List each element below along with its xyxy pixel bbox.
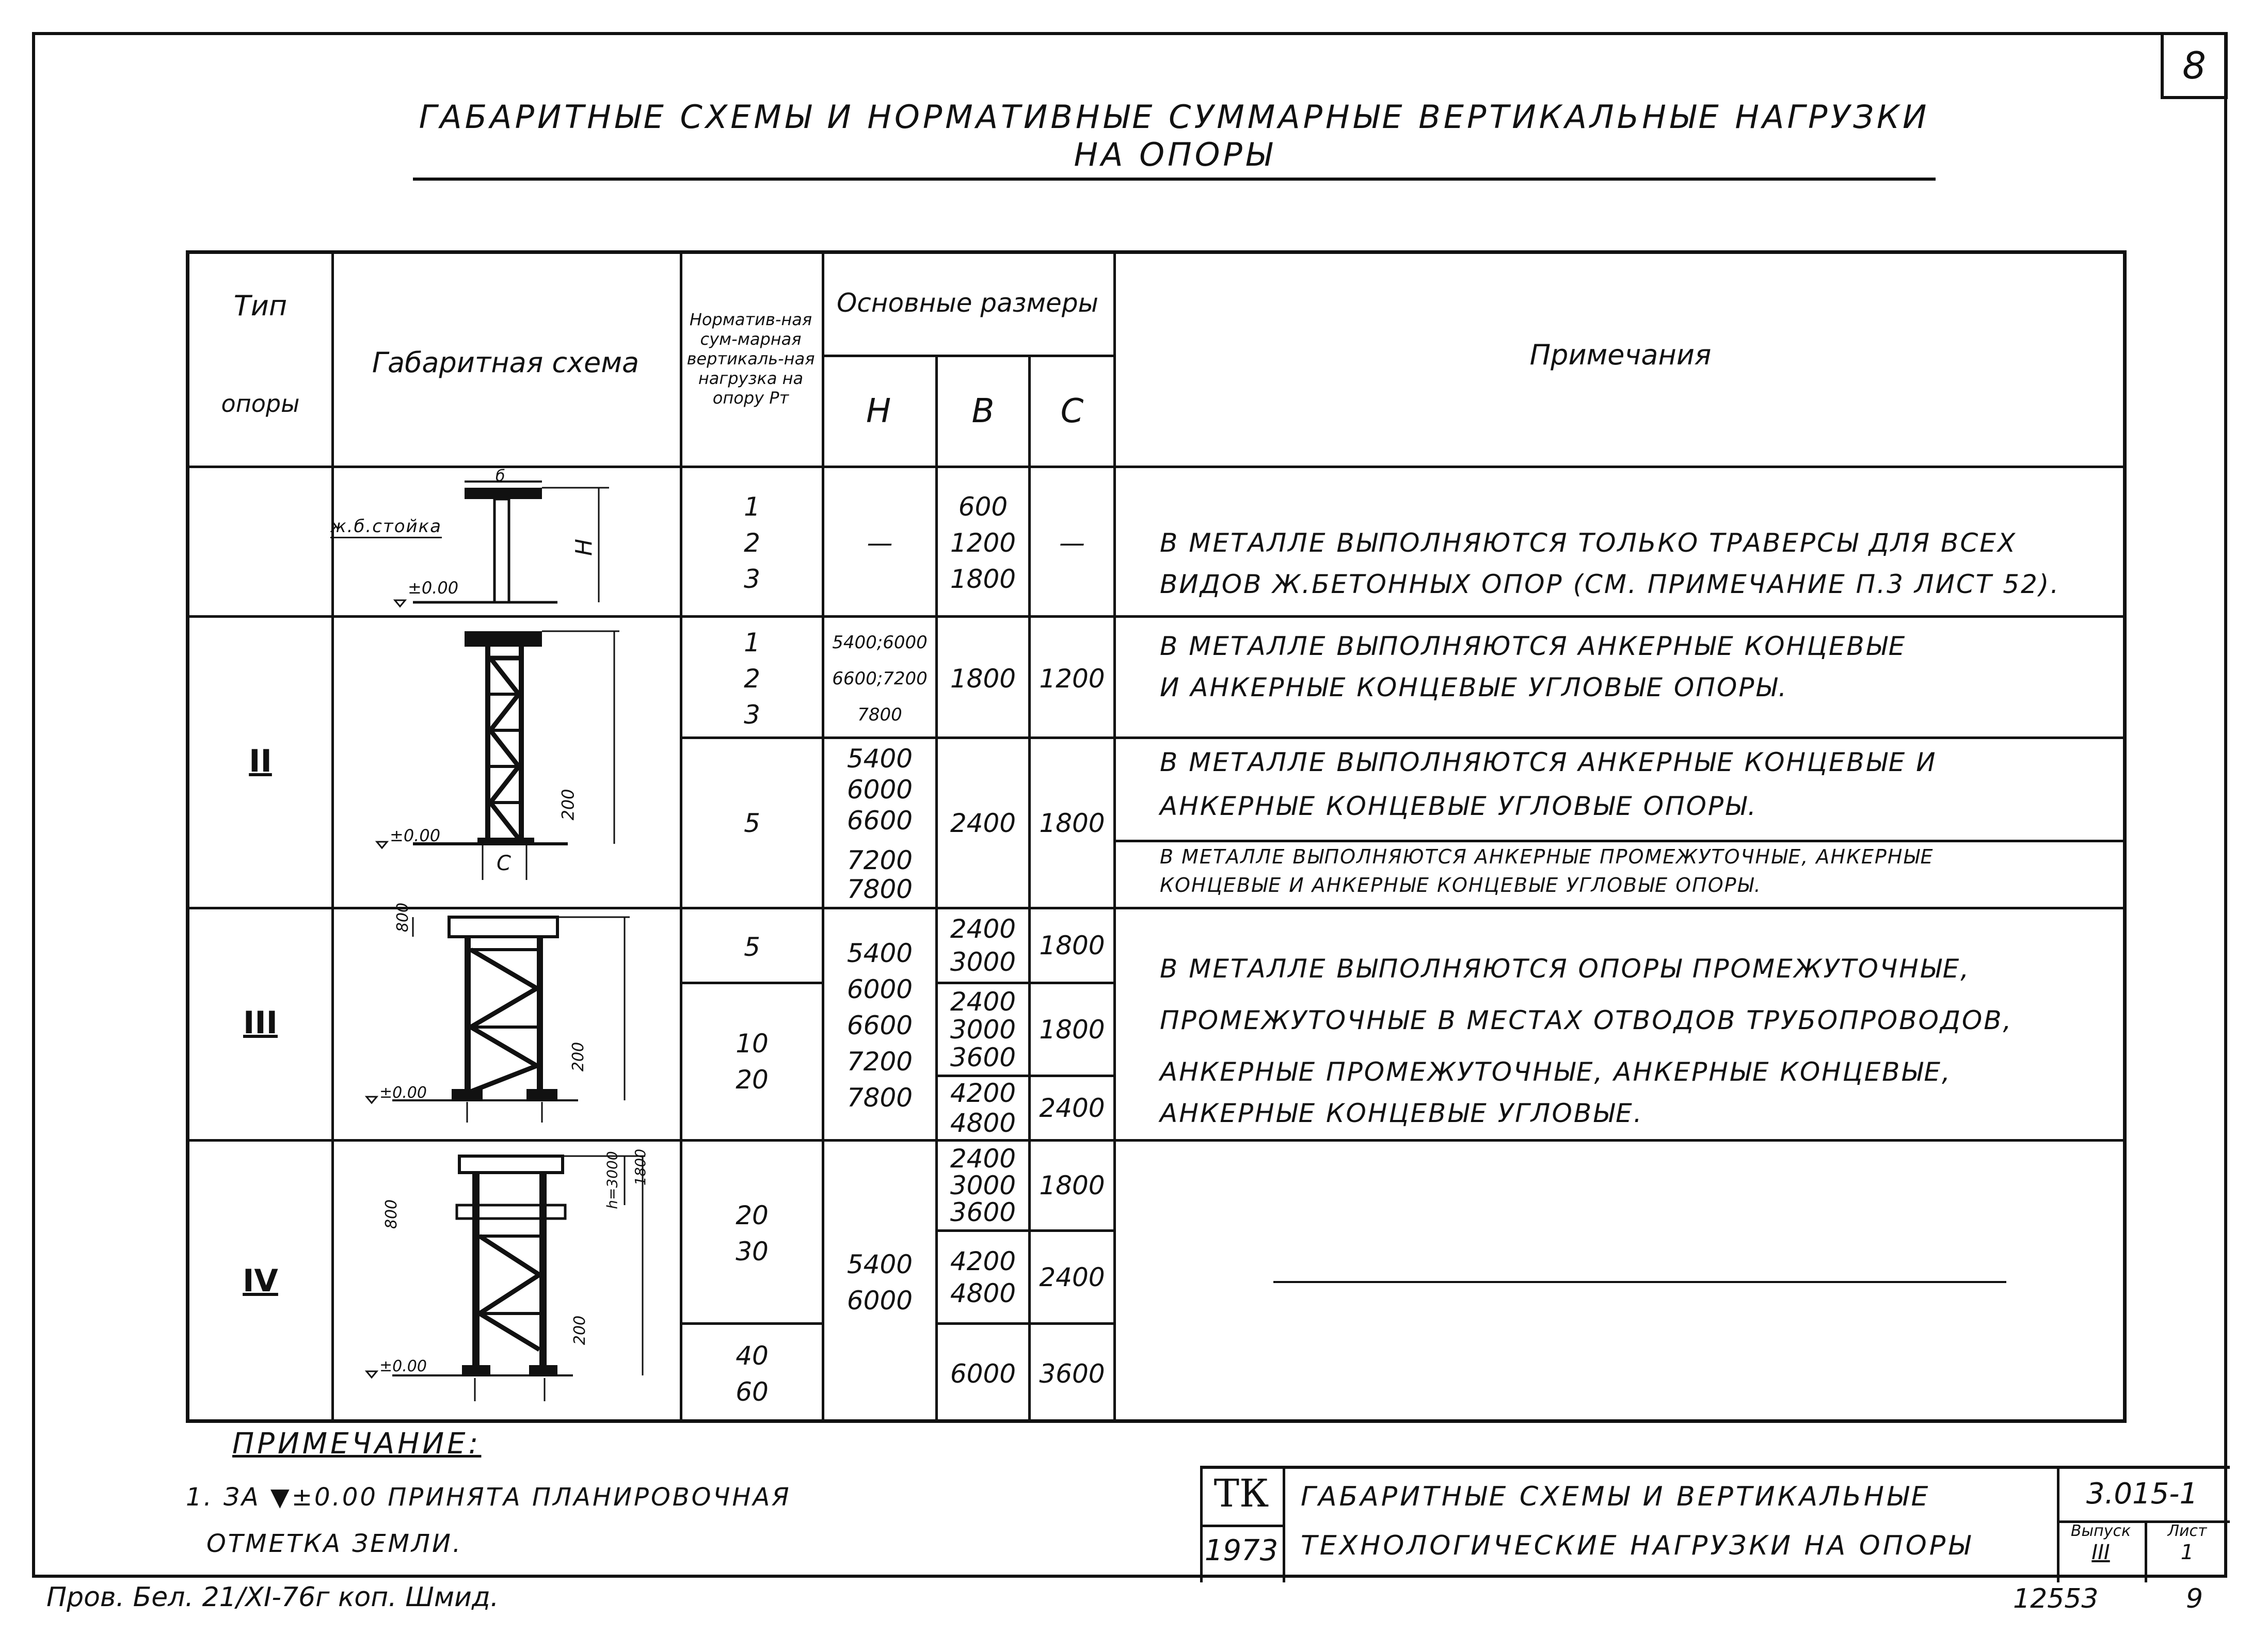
rc-post-label: ж.б.стойка <box>330 516 442 538</box>
b-value: 1200 <box>950 528 1016 558</box>
row3c-b <box>938 1077 1028 1139</box>
b-value: 2400 <box>950 914 1016 944</box>
footnote-line1: 1. ЗА ▼±0.00 ПРИНЯТА ПЛАНИРОВОЧНАЯ <box>186 1483 791 1512</box>
stamp-divider <box>1283 1469 1285 1582</box>
load-value: 2 <box>744 663 760 694</box>
row4c-b: 6000 <box>950 1359 1016 1389</box>
row2b-c: 1800 <box>1039 808 1105 838</box>
row2b-note-b-line1: В МЕТАЛЛЕ ВЫПОЛНЯЮТСЯ АНКЕРНЫЕ ПРОМЕЖУТОЧНЫЕ, АНКЕРНЫЕ <box>1160 845 1934 868</box>
dim-200-label: 200 <box>558 789 578 821</box>
b-value: 4800 <box>950 1278 1016 1308</box>
row3-type: III <box>243 1005 278 1041</box>
row4a-load <box>682 1144 822 1322</box>
stamp-title-line1: ГАБАРИТНЫЕ СХЕМЫ И ВЕРТИКАЛЬНЫЕ <box>1301 1481 1931 1512</box>
header-scheme: Габаритная схема <box>372 346 640 379</box>
row2b-note-a-line2: АНКЕРНЫЕ КОНЦЕВЫЕ УГЛОВЫЕ ОПОРЫ. <box>1160 791 1758 821</box>
row3a-b <box>938 909 1028 982</box>
h-value: 7800 <box>846 1083 913 1113</box>
row2a-b: 1800 <box>950 663 1016 694</box>
b-value: 3600 <box>950 1042 1016 1072</box>
dim-800-label: 800 <box>394 902 412 933</box>
row2b-h-top <box>824 739 935 840</box>
footnote-title: ПРИМЕЧАНИЕ: <box>232 1427 482 1461</box>
row2a-note-line1: В МЕТАЛЛЕ ВЫПОЛНЯЮТСЯ АНКЕРНЫЕ КОНЦЕВЫЕ <box>1160 631 1907 661</box>
header-notes: Примечания <box>1529 338 1712 371</box>
row2a-note-line2: И АНКЕРНЫЕ КОНЦЕВЫЕ УГЛОВЫЕ ОПОРЫ. <box>1160 672 1788 702</box>
col-divider <box>1113 254 1116 1423</box>
h-value: 7200 <box>846 1047 913 1077</box>
stamp-issue-label: Выпуск <box>2070 1522 2131 1540</box>
load-value: 20 <box>736 1200 769 1230</box>
bottom-number-right: 9 <box>2186 1583 2203 1614</box>
load-value: 3 <box>744 699 760 730</box>
header-c: С <box>1060 392 1084 430</box>
h-value: 6600 <box>846 1011 913 1040</box>
col-divider <box>331 254 334 1423</box>
load-value: 1 <box>744 627 760 658</box>
level-label: ±0.00 <box>408 578 459 598</box>
row3-h <box>824 912 935 1139</box>
row-divider <box>680 982 822 984</box>
dim-h3000-label: h=3000 <box>603 1151 621 1209</box>
load-value: 40 <box>736 1341 769 1371</box>
dim-c-label: С <box>497 852 511 875</box>
load-value: 10 <box>736 1029 769 1059</box>
b-value: 3000 <box>950 947 1016 977</box>
row3-note-line4: АНКЕРНЫЕ КОНЦЕВЫЕ УГЛОВЫЕ. <box>1160 1098 1643 1128</box>
row3c-c: 2400 <box>1039 1093 1105 1123</box>
header-type-line2: опоры <box>221 390 300 418</box>
row3b-b <box>938 984 1028 1075</box>
dim-200-label: 200 <box>571 1315 589 1345</box>
load-value: 2 <box>744 528 760 558</box>
b-value: 2400 <box>950 986 1016 1017</box>
h-value: 6000 <box>846 1285 913 1316</box>
scheme-type-III <box>361 902 650 1133</box>
row4a-c: 1800 <box>1039 1171 1105 1200</box>
scheme-rc-post <box>330 467 640 614</box>
header-type-line1: Тип <box>233 289 288 322</box>
dim-800-label: 800 <box>382 1199 401 1229</box>
dim-200-label: 200 <box>569 1042 588 1072</box>
row2b-b: 2400 <box>950 808 1016 838</box>
load-value: 30 <box>736 1236 769 1267</box>
row1-note-line1: В МЕТАЛЛЕ ВЫПОЛНЯЮТСЯ ТОЛЬКО ТРАВЕРСЫ ДЛЯ ВСЕХ <box>1160 528 2017 558</box>
h-value: 5400 <box>846 1249 913 1279</box>
row2b-load: 5 <box>744 808 760 838</box>
header-load: Норматив-ная сум-марная вертикаль-ная нагрузка на опору Рт <box>686 309 815 408</box>
b-value: 600 <box>958 492 1008 522</box>
header-b: В <box>971 392 995 430</box>
h-value: 5400 <box>846 743 913 774</box>
row3b-load <box>682 987 822 1136</box>
row3-note-line1: В МЕТАЛЛЕ ВЫПОЛНЯЮТСЯ ОПОРЫ ПРОМЕЖУТОЧНЫЕ, <box>1160 954 1971 984</box>
row4a-b <box>938 1142 1028 1229</box>
scheme-type-II <box>361 617 650 898</box>
header-dims: Основные размеры <box>836 288 1099 318</box>
row2b-note-a-line1: В МЕТАЛЛЕ ВЫПОЛНЯЮТСЯ АНКЕРНЫЕ КОНЦЕВЫЕ И <box>1160 747 1937 777</box>
level-label: ±0.00 <box>390 826 441 845</box>
b-value: 3600 <box>950 1197 1016 1227</box>
load-value: 1 <box>744 492 760 522</box>
row2b-h-bottom <box>824 842 935 907</box>
page-title: ГАБАРИТНЫЕ СХЕМЫ И НОРМАТИВНЫЕ СУММАРНЫЕ ВЕРТИКАЛЬНЫЕ НАГРУЗКИ НА ОПОРЫ <box>413 98 1936 181</box>
b-value: 4200 <box>950 1078 1016 1108</box>
row1-b <box>938 471 1028 615</box>
row2a-c: 1200 <box>1039 663 1105 694</box>
b-value: 3000 <box>950 1014 1016 1045</box>
h-value: 7200 <box>846 845 913 875</box>
level-label: ±0.00 <box>379 1084 427 1102</box>
b-value: 2400 <box>950 1144 1016 1174</box>
row1-h: — <box>867 528 893 558</box>
page-number: 8 <box>2161 32 2228 99</box>
h-value: 5400;6000 <box>832 632 928 653</box>
h-value: 7800 <box>846 874 913 904</box>
signature-line: Пров. Бел. 21/XI-76г коп. Шмид. <box>46 1582 499 1613</box>
row2b-note-b-line2: КОНЦЕВЫЕ И АНКЕРНЫЕ КОНЦЕВЫЕ УГЛОВЫЕ ОПОРЫ. <box>1160 874 1762 896</box>
row1-load <box>682 471 822 615</box>
row3a-load: 5 <box>744 932 760 962</box>
scheme-type-IV <box>356 1138 666 1422</box>
row4-type: IV <box>243 1263 278 1299</box>
b-value: 4800 <box>950 1108 1016 1138</box>
row3-note-line2: ПРОМЕЖУТОЧНЫЕ В МЕСТАХ ОТВОДОВ ТРУБОПРОВОДОВ, <box>1160 1005 2013 1035</box>
row2a-load <box>682 620 822 736</box>
h-value: 6000 <box>846 774 913 805</box>
b-value: 1800 <box>950 564 1016 594</box>
dim-h-label: Н <box>571 538 598 556</box>
row4b-load <box>682 1325 822 1423</box>
h-value: 6600;7200 <box>832 668 928 689</box>
row1-c: — <box>1059 528 1085 558</box>
stamp-title-line2: ТЕХНОЛОГИЧЕСКИЕ НАГРУЗКИ НА ОПОРЫ <box>1301 1530 1973 1561</box>
header-h: Н <box>866 392 891 430</box>
stamp-sheet-label: Лист <box>2167 1522 2207 1540</box>
stamp-org: ТК <box>1213 1471 1269 1516</box>
load-value: 60 <box>736 1377 769 1407</box>
h-value: 6000 <box>846 974 913 1004</box>
row2a-h <box>824 620 935 736</box>
row4b-c: 2400 <box>1039 1262 1105 1292</box>
bottom-number-left: 12553 <box>2013 1583 2099 1614</box>
row1-note-line2: ВИДОВ Ж.БЕТОННЫХ ОПОР (СМ. ПРИМЕЧАНИЕ П.3 ЛИСТ 52). <box>1160 569 2061 599</box>
stamp-code: 3.015-1 <box>2086 1477 2198 1511</box>
h-value: 5400 <box>846 938 913 968</box>
row3-note-line3: АНКЕРНЫЕ ПРОМЕЖУТОЧНЫЕ, АНКЕРНЫЕ КОНЦЕВЫЕ, <box>1160 1057 1952 1087</box>
dim-b-label: б <box>496 467 505 485</box>
row3b-c: 1800 <box>1039 1014 1105 1045</box>
h-value: 7800 <box>857 704 902 725</box>
level-label: ±0.00 <box>379 1357 427 1375</box>
b-value: 4200 <box>950 1246 1016 1276</box>
row4-h <box>824 1142 935 1423</box>
empty-note-dash <box>1273 1281 2006 1283</box>
row3a-c: 1800 <box>1039 931 1105 960</box>
b-value: 3000 <box>950 1171 1016 1200</box>
dim-1800-label: 1800 <box>632 1148 649 1186</box>
stamp-year: 1973 <box>1204 1534 1279 1567</box>
stamp-issue: III <box>2091 1541 2110 1564</box>
load-value: 3 <box>744 564 760 594</box>
h-value: 6600 <box>846 805 913 836</box>
row4c-c: 3600 <box>1039 1359 1105 1389</box>
stamp-sheet: 1 <box>2180 1541 2194 1564</box>
load-value: 20 <box>736 1065 769 1095</box>
row2-type: II <box>249 743 272 779</box>
row4b-b <box>938 1232 1028 1322</box>
footnote-line2: ОТМЕТКА ЗЕМЛИ. <box>206 1529 463 1558</box>
